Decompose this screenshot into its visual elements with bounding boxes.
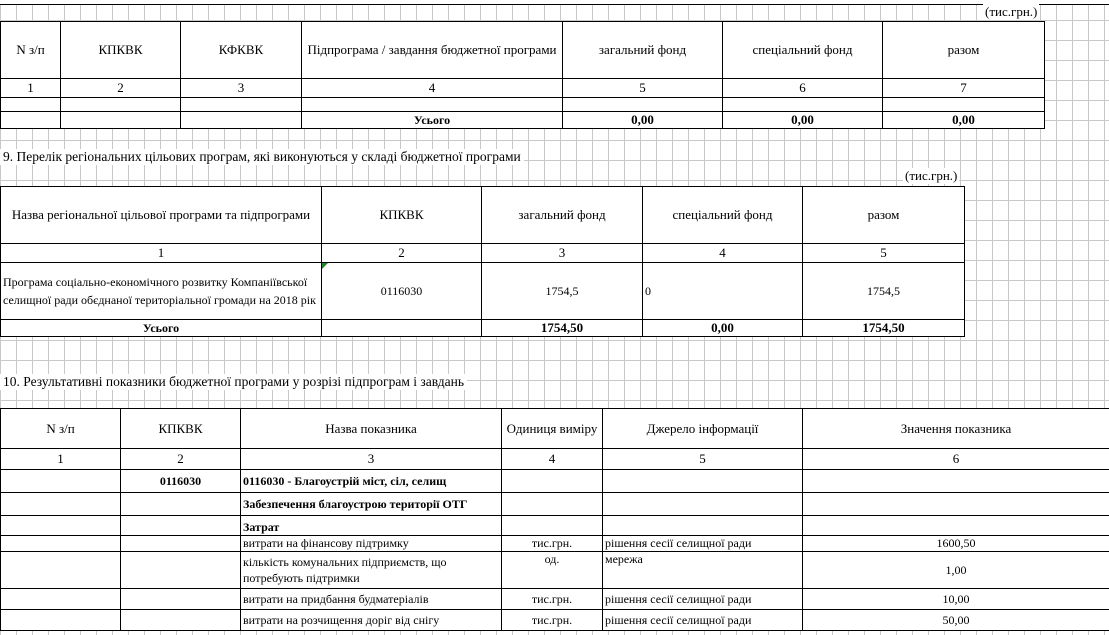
section9-total-label: Усього [1,320,322,337]
section10-col-number: 2 [121,449,241,470]
top-border [0,0,1109,5]
table1-total-special: 0,00 [723,112,883,129]
section9-col-number: 1 [1,244,322,263]
table1-unit: (тис.грн.) [985,4,1038,19]
section9-header-row [1,187,965,244]
indicator-source: рішення сесії селищної ради [603,610,803,631]
table1-header-kpkvk: КПКВК [61,22,181,79]
section10-col-number: 1 [1,449,121,470]
section10-program-name: 0116030 - Благоустрій міст, сіл, селищ [241,470,502,493]
table1-header-subprogram: Підпрограма / завдання бюджетної програми [302,22,563,79]
section9-header-kpkvk: КПКВК [322,187,482,244]
section10-group-row [1,516,1109,536]
section9-col-number: 2 [322,244,482,263]
table1-number-row [1,79,1045,98]
section10-program-row [1,470,1109,493]
indicator-name: витрати на придбання будматеріалів [241,589,502,610]
table1-header-total: разом [883,22,1045,79]
table1-total-sum: 0,00 [883,112,1045,129]
section10-col-number: 6 [803,449,1109,470]
section9-title: 9. Перелік регіональних цільових програм, які виконуються у складі бюджетної програми [0,149,524,165]
comment-indicator-icon[interactable] [322,263,328,269]
section9-total-general: 1754,50 [482,320,643,337]
section9-col-number: 4 [643,244,803,263]
indicator-value: 1600,50 [803,536,1109,552]
section10-title: 10. Результативні показники бюджетної програми у розрізі підпрограм і завдань [0,374,467,390]
section10-task-row [1,493,1109,516]
section9-number-row [1,244,965,263]
section9-header-name: Назва регіональної цільової програми та підпрограми [1,187,322,244]
section10-group-name: Затрат [241,516,502,536]
table1-empty-row [1,98,1045,112]
section10-header-kpkvk: КПКВК [121,409,241,449]
section10-header-source: Джерело інформації [603,409,803,449]
table1-total-row [1,112,1045,129]
section10-col-number: 5 [603,449,803,470]
section10-header-num: N з/п [1,409,121,449]
table-row [1,536,1109,552]
section9-total-sum: 1754,50 [803,320,965,337]
table1-header-general: загальний фонд [563,22,723,79]
table1-header-special: спеціальний фонд [723,22,883,79]
indicator-unit: тис.грн. [502,610,603,631]
table-row [1,589,1109,610]
indicator-unit: од. [502,552,603,589]
table1-col-number: 6 [723,79,883,98]
table-row [1,552,1109,589]
section10-task-name: Забезпечення благоустрою території ОТГ [241,493,502,516]
section9-program-total: 1754,5 [803,263,965,320]
section9-header-general: загальний фонд [482,187,643,244]
indicator-source: рішення сесії селищної ради [603,589,803,610]
section10-table [0,408,1109,631]
section9-table [0,186,965,337]
section10-header-indicator: Назва показника [241,409,502,449]
section9-program-name: Програма соціально-економічного розвитку Компаніївської селищної ради обєднаної територіальної громади на 2018 рік [1,263,322,320]
table1-total-general: 0,00 [563,112,723,129]
section10-header-value: Значення показника [803,409,1109,449]
section9-program-special: 0 [643,263,803,320]
indicator-value: 1,00 [803,552,1109,589]
table1 [0,21,1045,129]
section9-unit: (тис.грн.) [905,168,958,183]
section9-col-number: 5 [803,244,965,263]
indicator-unit: тис.грн. [502,589,603,610]
table1-col-number: 4 [302,79,563,98]
indicator-value: 50,00 [803,610,1109,631]
table1-col-number: 5 [563,79,723,98]
section9-program-general: 1754,5 [482,263,643,320]
section9-program-row [1,263,965,320]
section10-header-unit: Одиниця виміру [502,409,603,449]
indicator-value: 10,00 [803,589,1109,610]
table1-col-number: 2 [61,79,181,98]
section9-total-special: 0,00 [643,320,803,337]
table1-total-label: Усього [302,112,563,129]
table1-col-number: 3 [181,79,302,98]
table1-col-number: 1 [1,79,61,98]
section9-col-number: 3 [482,244,643,263]
table1-header-kfkvk: КФКВК [181,22,302,79]
table-row [1,610,1109,631]
indicator-source: рішення сесії селищної ради [603,536,803,552]
section10-number-row [1,449,1109,470]
indicator-name: витрати на фінансову підтримку [241,536,502,552]
section9-program-kpkvk: 0116030 [322,263,482,320]
indicator-name: кількість комунальних підприємств, що потребують підтримки [241,552,502,589]
section10-kpkvk: 0116030 [121,470,241,493]
indicator-source: мережа [603,552,803,589]
table1-header-num: N з/п [1,22,61,79]
section9-total-row [1,320,965,337]
table1-header-row [1,22,1045,79]
section9-header-total: разом [803,187,965,244]
table1-col-number: 7 [883,79,1045,98]
section10-col-number: 3 [241,449,502,470]
indicator-name: витрати на розчищення доріг від снігу [241,610,502,631]
section10-col-number: 4 [502,449,603,470]
section9-header-special: спеціальний фонд [643,187,803,244]
indicator-unit: тис.грн. [502,536,603,552]
section10-header-row [1,409,1109,449]
